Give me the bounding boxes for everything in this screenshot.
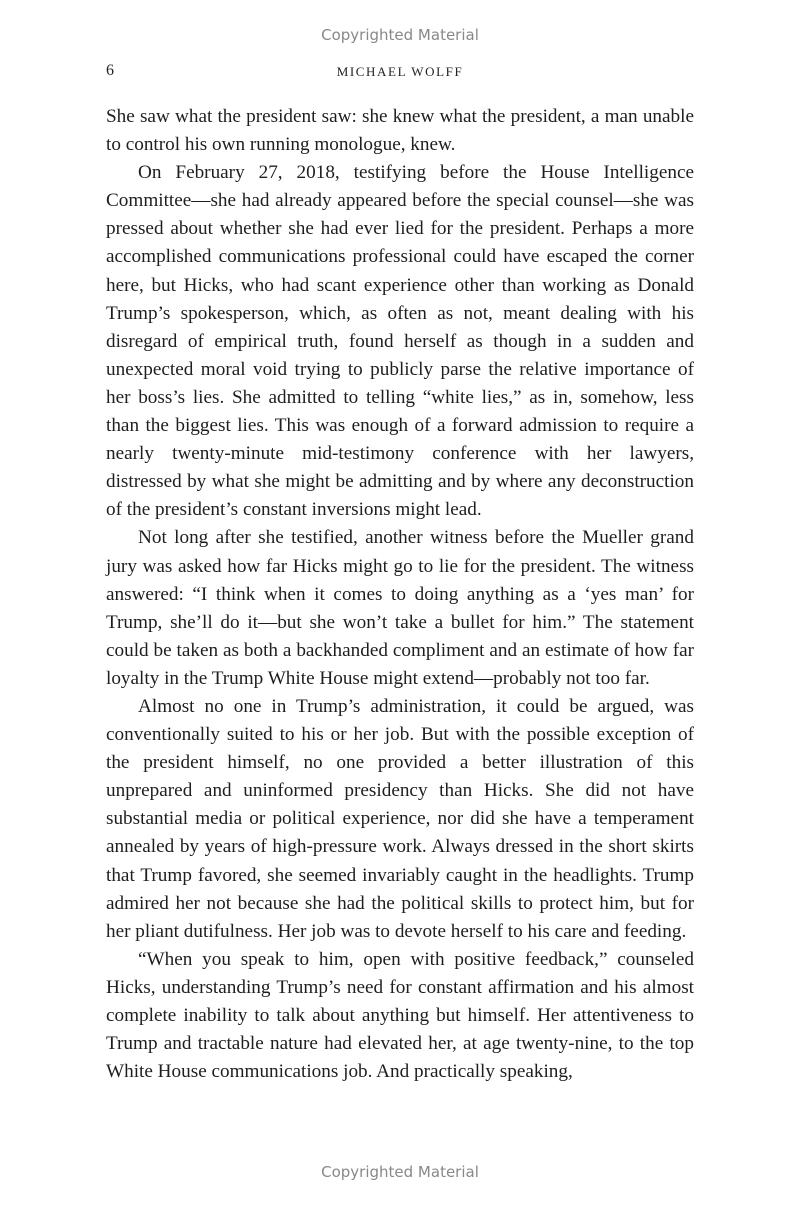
- paragraph: Not long after she testified, another witness before the Mueller grand jury was asked how far Hicks might go to lie for the president. The witness answered: “I think when it comes to doing anything as a ‘yes man’ for Trump, she’ll do it—but she won’t take a bullet for him.” The statement could be taken as both a backhanded compliment and an estimate of how far loyalty in the Trump White House might extend—probably not too far.: [106, 527, 694, 689]
- watermark-top: Copyrighted Material: [321, 26, 479, 44]
- body-text: [106, 103, 694, 1086]
- paragraph: “When you speak to him, open with positive feedback,” counseled Hicks, understanding Trump’s need for constant affirmation and his almost complete inability to talk about anything but himself. Her attentiveness to Trump and tractable nature had elevated her, at age twenty-nine, to the top White House communications job. And practically speaking,: [106, 948, 694, 1083]
- paragraph: Almost no one in Trump’s administration, it could be argued, was conventionally suited to his or her job. But with the possible exception of the president himself, no one provided a better illustration of this unprepared and uninformed presidency than Hicks. She did not have substantial media or political experience, nor did she have a temperament annealed by years of high-pressure work. Always dressed in the short skirts that Trump favored, she seemed invariably caught in the headlights. Trump admired her not because she had the political skills to protect him, but for her pliant dutifulness. Her job was to devote herself to his care and feeding.: [106, 695, 694, 942]
- watermark-bottom: Copyrighted Material: [321, 1163, 479, 1181]
- running-head-author: MICHAEL WOLFF: [336, 64, 464, 79]
- page-number: 6: [106, 62, 114, 79]
- running-head: [106, 62, 694, 84]
- paragraph: She saw what the president saw: she knew what the president, a man unable to control his own running monologue, knew.: [106, 106, 694, 156]
- paragraph: On February 27, 2018, testifying before the House Intelligence Committee—she had already appeared before the special counsel—she was pressed about whether she had ever lied for the president. Perhaps a more accomplished communications professional could have escaped the corner here, but Hicks, who had scant experience other than working as Donald Trump’s spokesperson, which, as often as not, meant dealing with his disregard of empirical truth, found herself as though in a sudden and unexpected moral void trying to publicly parse the relative importance of her boss’s lies. She admitted to telling “white lies,” as in, somehow, less than the biggest lies. This was enough of a forward admission to require a nearly twenty-minute mid-testimony conference with her lawyers, distressed by what she might be admitting and by where any deconstruction of the president’s constant inversions might lead.: [106, 162, 694, 521]
